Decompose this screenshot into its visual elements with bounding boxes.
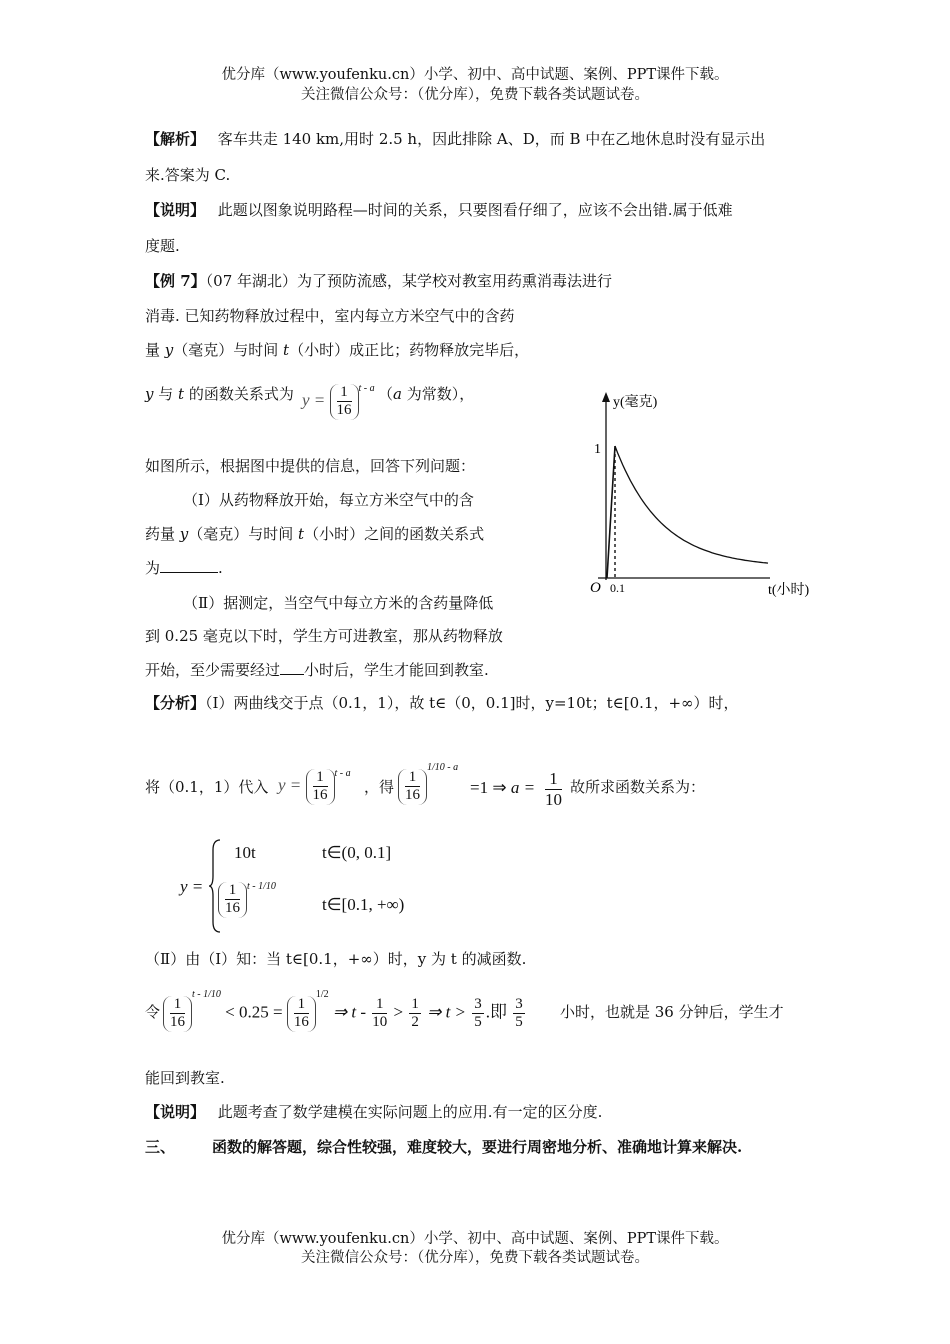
jiexi-tag: 【解析】 xyxy=(145,130,206,148)
analysis-text: （Ⅰ）两曲线交于点（0.1，1），故 t∈（0，0.1]时，y=10t；t∈[0.1，+∞）时， xyxy=(205,694,739,712)
drug-concentration-graph xyxy=(570,388,832,603)
header-line-2: 关注微信公众号：（优分库），免费下载各类试题试卷。 xyxy=(301,87,649,103)
decay-curve xyxy=(615,446,768,563)
analysis-part-2: （Ⅱ）由（Ⅰ）知：当 t∈[0.1，+∞）时，y 为 t 的减函数. xyxy=(145,950,527,968)
example-7-text-5: 如图所示，根据图中提供的信息，回答下列问题： xyxy=(145,457,476,475)
substitution-result: $\frac{1}{10}$ xyxy=(545,769,562,809)
shuoming-line-1 xyxy=(145,201,733,219)
piecewise-lhs: y = xyxy=(180,877,204,896)
shuoming-tag: 【说明】 xyxy=(145,201,206,219)
origin-label: O xyxy=(590,580,601,596)
substitution-text: 将（0.1，1）代入 xyxy=(145,778,269,796)
substitution-eq-3: =1 ⇒ a = xyxy=(470,778,536,797)
answer-blank-2[interactable] xyxy=(280,661,304,675)
example-7-formula: y = $\frac{1}{16}$ $^{t - a}$ xyxy=(302,383,375,419)
answer-blank-1[interactable] xyxy=(160,559,218,573)
inequality-ling: 令 xyxy=(145,1003,161,1021)
example-7-text-1: （07 年湖北）为了预防流感，某学校对教室用药熏消毒法进行 xyxy=(205,272,613,290)
jiexi-line-1 xyxy=(145,130,765,148)
piecewise-domain-2: t∈[0.1, +∞) xyxy=(322,895,405,914)
substitution-eq-2: $\frac{1}{16}$ $^{1/10 - a}$ xyxy=(398,769,458,805)
section-3-title: 函数的解答题，综合性较强，难度较大，要进行周密地分析、准确地计算来解决. xyxy=(212,1138,743,1156)
y-axis-label: y(毫克) xyxy=(613,395,658,410)
question-1-line-1: （Ⅰ）从药物释放开始，每立方米空气中的含 xyxy=(183,491,474,509)
example-7-text-2: 消毒. 已知药物释放过程中，室内每立方米空气中的含药 xyxy=(145,307,515,325)
jiexi-text-1: 客车共走 140 km,用时 2.5 h，因此排除 A、D，而 B 中在乙地休息时没有显示出 xyxy=(217,130,766,148)
piecewise-case-2: $\frac{1}{16}$ $^{t - 1/10}$ xyxy=(218,882,276,918)
footer-line-2: 关注微信公众号：（优分库），免费下载各类试题试卷。 xyxy=(301,1250,649,1266)
y-axis-arrow xyxy=(602,392,610,402)
inequality-chain: $\frac{1}{16}$ $^{t - 1/10}$ < 0.25 = $\frac{1}{16}$ $^{1/2}$ ⇒ t - $\frac{1}{10}$ > $\frac{1}{2}$ ⇒ t > $\frac{3}{5}$ .即 $\frac{3}{5}$ xyxy=(163,996,527,1032)
shuoming-text-2: 度题. xyxy=(145,237,180,255)
example-7-const-note: （a 为常数）， xyxy=(378,385,475,403)
x-tick-0-1: 0.1 xyxy=(610,581,625,595)
example-7-line-4: y 与 t 的函数关系式为 xyxy=(145,385,294,403)
substitution-get: ，得 xyxy=(364,778,395,796)
linear-segment xyxy=(607,446,615,578)
section-3-number: 三、 xyxy=(145,1138,176,1156)
example-7-line-1 xyxy=(145,272,612,290)
x-axis-label: t(小时) xyxy=(768,583,810,598)
substitution-conclusion: 故所求函数关系为： xyxy=(570,778,706,796)
question-2-line-3: 开始，至少需要经过 小时后，学生才能回到教室. xyxy=(145,661,489,679)
jiexi-text-2: 来.答案为 C. xyxy=(145,166,231,184)
analysis-line-1 xyxy=(145,694,739,712)
analysis-tag: 【分析】 xyxy=(145,694,206,712)
substitution-eq-1: y = $\frac{1}{16}$ $^{t - a}$ xyxy=(278,768,351,804)
piecewise-case-1: 10t xyxy=(234,843,256,862)
shuoming-text-1: 此题以图象说明路程—时间的关系，只要图看仔细了，应该不会出错.属于低难 xyxy=(217,201,733,219)
y-tick-1: 1 xyxy=(594,442,601,457)
piecewise-domain-1: t∈(0, 0.1] xyxy=(322,843,392,862)
question-2-line-1: （Ⅱ）据测定，当空气中每立方米的含药量降低 xyxy=(183,594,494,612)
question-1-line-2: 药量 y（毫克）与时间 t（小时）之间的函数关系式 xyxy=(145,525,485,543)
example-7-tag: 【例 7】 xyxy=(145,272,206,290)
shuoming-2-line: 【说明】 此题考查了数学建模在实际问题上的应用.有一定的区分度. xyxy=(145,1103,603,1121)
example-7-line-3: 量 y（毫克）与时间 t（小时）成正比；药物释放完毕后， xyxy=(145,341,530,359)
inequality-conclusion: 小时，也就是 36 分钟后，学生才 xyxy=(560,1003,784,1021)
question-2-line-2: 到 0.25 毫克以下时，学生方可进教室，那从药物释放 xyxy=(145,627,503,645)
analysis-end: 能回到教室. xyxy=(145,1069,225,1087)
question-1-line-3: 为 . xyxy=(145,559,223,577)
header-line-1: 优分库（www.youfenku.cn）小学、初中、高中试题、案例、PPT课件下载。 xyxy=(221,67,729,83)
footer-line-1: 优分库（www.youfenku.cn）小学、初中、高中试题、案例、PPT课件下载。 xyxy=(221,1231,729,1247)
